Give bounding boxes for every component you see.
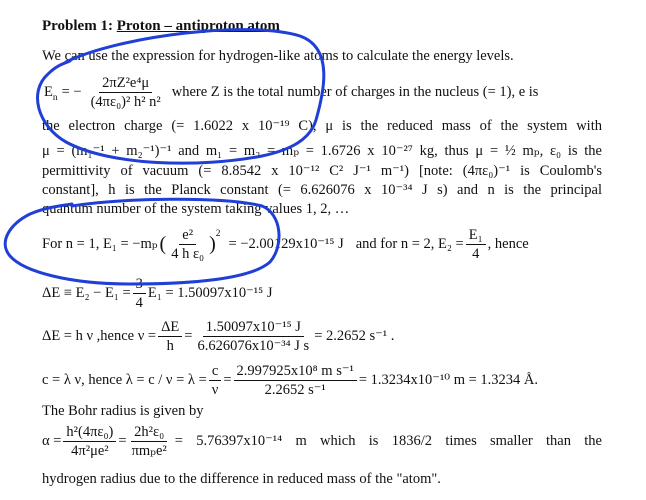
bohr-f1-denominator: 4π²μe² bbox=[71, 442, 109, 459]
delta-e-numerator: 3 bbox=[133, 276, 146, 294]
wavelength-fraction-2 bbox=[234, 363, 357, 398]
energy-fraction-numerator: 2πZ²e⁴μ bbox=[99, 75, 152, 93]
bohr-radius-line bbox=[42, 420, 602, 462]
delta-e-tail: E₁ = 1.50097x10⁻¹⁵ J bbox=[147, 285, 273, 301]
frequency-equals: = bbox=[184, 328, 193, 344]
frequency-fraction-1 bbox=[158, 319, 182, 354]
wavelength-fraction-1 bbox=[209, 363, 222, 398]
paragraph-line-3: the electron charge (= 1.6022 x 10⁻¹⁹ C), μ is the reduced mass of the system with bbox=[42, 118, 602, 134]
wavelength-lead: c = λ ν, hence λ = c / ν = λ = bbox=[42, 372, 207, 388]
bohr-intro: The Bohr radius is given by bbox=[42, 403, 204, 419]
delta-e-line bbox=[42, 274, 602, 312]
bohr-f1-numerator: h²(4πε₀) bbox=[63, 424, 116, 442]
n1-fraction-denominator: 4 h ε₀ bbox=[171, 245, 205, 262]
frequency-f2-numerator: 1.50097x10⁻¹⁵ J bbox=[203, 319, 304, 337]
n1-fraction bbox=[168, 227, 207, 262]
problem-title bbox=[42, 17, 602, 35]
frequency-f2-denominator: 6.626076x10⁻³⁴ J s bbox=[197, 337, 310, 354]
bohr-fraction-1 bbox=[63, 424, 116, 459]
delta-e-denominator: 4 bbox=[135, 294, 143, 311]
energy-formula-line: $E_n$ = − $\frac{\text{2πZ²e⁴μ}}{\text{(4πε₀)² h² n²}}$ where Z is the total number of charges in the nucleus (= 1), e is bbox=[44, 74, 539, 110]
intro-line: We can use the expression for hydrogen-like atoms to calculate the energy levels. bbox=[42, 48, 514, 64]
bohr-f2-denominator: πmₚe² bbox=[131, 442, 167, 459]
title-main: Proton – antiproton atom bbox=[116, 18, 280, 34]
bohr-f2-numerator: 2h²ε₀ bbox=[131, 424, 167, 442]
n2-fraction-numerator: E₁ bbox=[466, 227, 486, 245]
wavelength-line bbox=[42, 360, 602, 400]
title-prefix: Problem 1: bbox=[42, 18, 117, 34]
frequency-line bbox=[42, 316, 602, 356]
wavelength-f1-numerator: c bbox=[209, 363, 221, 381]
bohr-lead: α = bbox=[42, 433, 62, 449]
paragraph-line-4: μ = (m₁⁻¹ + m₂⁻¹)⁻¹ and m₁ = m₂ = mₚ = 1.6726 x 10⁻²⁷ kg, thus μ = ½ mₚ, ε₀ is the bbox=[42, 143, 602, 159]
paragraph-line-6: constant], h is the Planck constant (= 6.626076 x 10⁻³⁴ J s) and n is the principal bbox=[42, 182, 602, 198]
n2-tail: , hence bbox=[487, 236, 529, 252]
delta-e-fraction bbox=[133, 276, 146, 311]
frequency-result: = 2.2652 s⁻¹ . bbox=[314, 328, 395, 344]
wavelength-f1-denominator: ν bbox=[211, 381, 219, 398]
en-lhs: $E_n$ bbox=[44, 84, 58, 103]
n1-result: = −2.00129x10⁻¹⁵ J bbox=[228, 236, 344, 252]
bohr-fraction-2 bbox=[129, 424, 170, 459]
frequency-lead: ΔE = h ν ,hence ν = bbox=[42, 328, 157, 344]
n1-fraction-numerator: e² bbox=[179, 227, 196, 245]
wavelength-result: = 1.3234x10⁻¹⁰ m = 1.3234 Å. bbox=[358, 372, 539, 388]
energy-fraction bbox=[88, 75, 164, 110]
wavelength-f2-numerator: 2.997925x10⁸ m s⁻¹ bbox=[234, 363, 357, 381]
n1-energy-line: For n = 1, E₁ = −mₚ ( $\frac{\text{e²}}{\text{4 h ε₀}}$ ) $^2$ = −2.00129x10⁻¹⁵ J and for n = 2, E₂ = $\frac{\text{E₁}}{4}$ , hence bbox=[42, 226, 529, 262]
bohr-closing-line: hydrogen radius due to the difference in reduced mass of the "atom". bbox=[42, 471, 441, 487]
frequency-f1-numerator: ΔE bbox=[158, 319, 182, 337]
n1-lead: For n = 1, E₁ = −mₚ bbox=[42, 236, 158, 252]
n2-fraction-denominator: 4 bbox=[472, 245, 480, 262]
paragraph-line-5: permittivity of vacuum (= 8.8542 x 10⁻¹² C² J⁻¹ m⁻¹) [note: (4πε₀)⁻¹ is Coulomb's bbox=[42, 163, 602, 179]
bohr-result: = 5.76397x10⁻¹⁴ m which is 1836/2 times smaller than the bbox=[174, 433, 602, 449]
n2-lead: and for n = 2, E₂ = bbox=[355, 236, 464, 252]
frequency-fraction-2 bbox=[194, 319, 312, 354]
energy-formula-description: where Z is the total number of charges in the nucleus (= 1), e is bbox=[171, 84, 539, 100]
paragraph-line-7: quantum number of the system taking values 1, 2, … bbox=[42, 201, 350, 217]
frequency-f1-denominator: h bbox=[166, 337, 174, 354]
wavelength-f2-denominator: 2.2652 s⁻¹ bbox=[264, 381, 326, 398]
bohr-equals: = bbox=[118, 433, 127, 449]
n2-fraction bbox=[466, 227, 486, 262]
delta-e-lead: ΔE ≡ E₂ − E₁ = bbox=[42, 285, 131, 301]
wavelength-equals: = bbox=[223, 372, 232, 388]
energy-fraction-denominator: (4πε₀)² h² n² bbox=[90, 93, 161, 110]
